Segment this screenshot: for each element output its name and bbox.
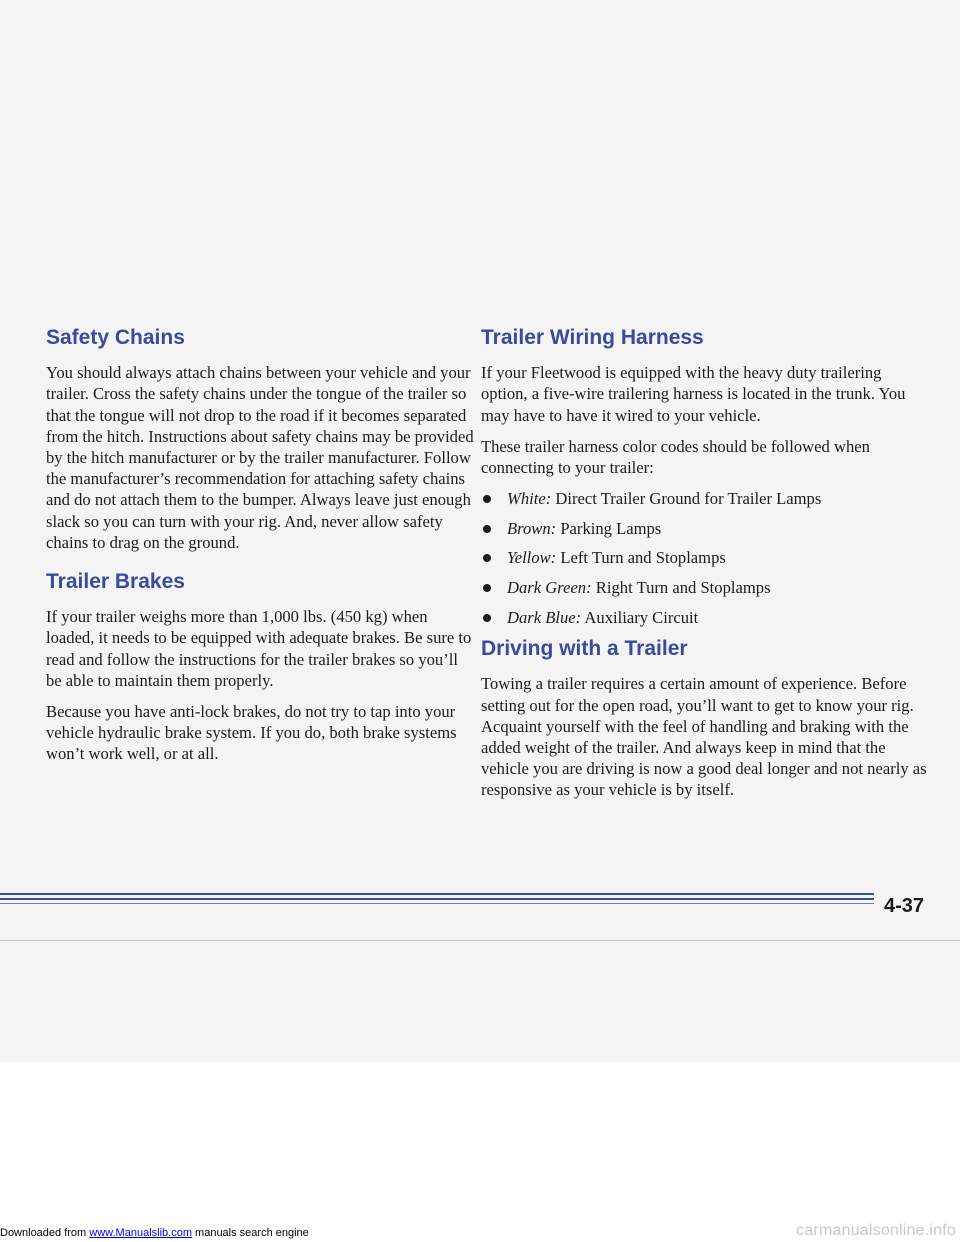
list-item xyxy=(481,488,931,509)
rule-line xyxy=(0,903,874,904)
rule-line xyxy=(0,898,874,900)
bullet-icon xyxy=(483,614,491,622)
page-number: 4-37 xyxy=(884,895,925,917)
safety-chains-heading: Safety Chains xyxy=(46,326,185,349)
color-term: Yellow: xyxy=(507,548,557,568)
watermark-text: carmanualsonline.info xyxy=(796,1222,956,1239)
color-term: Brown: xyxy=(507,518,557,538)
safety-chains-paragraph: You should always attach chains between your vehicle and your trailer. Cross the safety chains under the tongue of the trailer so that the tongue will not drop to the road if it becomes separated from the hitch. Instructions about safety chains may be provided by the hitch manufacturer or by the trailer manufacturer. Follow the manufacturer’s recommendation for attaching safety chains and do not attach them to the bumper. Always leave just enough slack so you can turn with your rig. And, never allow safety chains to drag on the ground. xyxy=(46,363,474,552)
color-term: Dark Green: xyxy=(507,577,592,597)
list-item xyxy=(481,577,931,598)
bullet-icon xyxy=(483,495,491,503)
rule-line xyxy=(0,893,874,895)
color-description: Parking Lamps xyxy=(560,518,662,538)
bullet-icon xyxy=(483,584,491,592)
color-description: Direct Trailer Ground for Trailer Lamps xyxy=(555,489,822,509)
bullet-icon xyxy=(483,525,491,533)
color-term: White: xyxy=(507,489,552,509)
color-description: Auxiliary Circuit xyxy=(584,607,699,627)
list-item xyxy=(481,607,931,628)
color-description: Right Turn and Stoplamps xyxy=(595,577,771,597)
footer-band xyxy=(0,1062,960,1242)
color-code-list xyxy=(481,488,931,628)
right-column xyxy=(481,325,931,811)
wiring-harness-heading: Trailer Wiring Harness xyxy=(481,326,704,349)
bullet-icon xyxy=(483,554,491,562)
trailer-brakes-heading: Trailer Brakes xyxy=(46,570,185,594)
left-column xyxy=(46,325,476,775)
credit-prefix: Downloaded from xyxy=(0,1227,90,1239)
list-item xyxy=(481,518,931,539)
driving-with-trailer-paragraph: Towing a trailer requires a certain amount of experience. Before setting out for the open road, you’ll want to get to know your rig. Acquaint yourself with the feel of handling and braking with the added weight of the trailer. And always keep in mind that the vehicle you are driving is now a good deal longer and not nearly as responsive as your vehicle is by itself. xyxy=(481,674,927,800)
page-footer-rule xyxy=(0,893,880,913)
download-credit xyxy=(0,1227,309,1239)
trailer-brakes-paragraph-2: Because you have anti-lock brakes, do not try to tap into your vehicle hydraulic brake system. If you do, both brake systems won’t work well, or at all. xyxy=(46,702,457,764)
wiring-harness-paragraph-2: These trailer harness color codes should be followed when connecting to your trailer: xyxy=(481,436,870,477)
manualslib-link[interactable]: www.Manualslib.com xyxy=(89,1227,192,1239)
color-term: Dark Blue: xyxy=(507,607,582,627)
wiring-harness-paragraph-1: If your Fleetwood is equipped with the heavy duty trailering option, a five-wire trailering harness is located in the trunk. You may have to have it wired to your vehicle. xyxy=(481,363,906,425)
list-item xyxy=(481,547,931,568)
color-description: Left Turn and Stoplamps xyxy=(560,548,726,568)
trailer-brakes-paragraph-1: If your trailer weighs more than 1,000 lbs. (450 kg) when loaded, it needs to be equipped with adequate brakes. Be sure to read and follow the instructions for the trailer brakes so you’ll be able to maintain them properly. xyxy=(46,607,472,690)
divider xyxy=(0,940,960,941)
credit-suffix: manuals search engine xyxy=(191,1227,309,1239)
driving-with-trailer-heading: Driving with a Trailer xyxy=(481,637,688,661)
